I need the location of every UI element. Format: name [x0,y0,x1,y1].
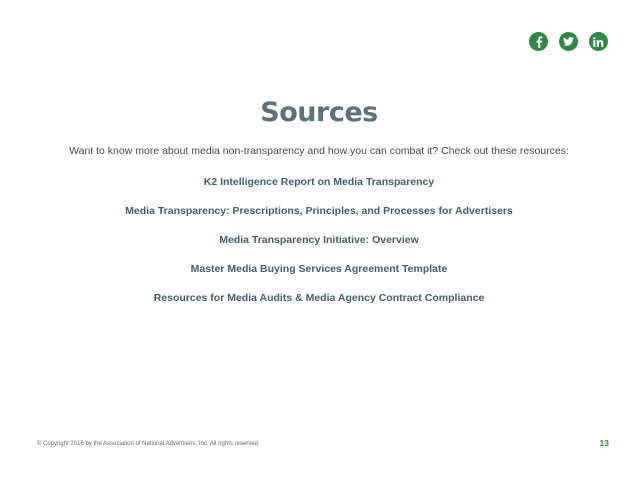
linkedin-icon [593,37,604,47]
social-share-bar [529,32,608,51]
resource-link-initiative-overview[interactable]: Media Transparency Initiative: Overview [219,234,419,246]
resource-link-audits-compliance[interactable]: Resources for Media Audits & Media Agency Contract Compliance [153,292,485,304]
list-item [0,201,638,230]
page-title: Sources [260,97,378,128]
resource-link-prescriptions[interactable]: Media Transparency: Prescriptions, Principles, and Processes for Advertisers [125,205,513,217]
linkedin-share-button[interactable] [589,32,608,51]
twitter-share-button[interactable] [559,32,578,51]
page-number: 13 [599,438,609,448]
twitter-icon [563,37,574,46]
resource-link-k2-report[interactable]: K2 Intelligence Report on Media Transparency [203,176,435,188]
resource-links-list [0,172,638,317]
facebook-share-button[interactable] [529,32,548,51]
intro-text: Want to know more about media non-transparency and how you can combat it? Check out these resources: [69,145,569,157]
list-item [0,288,638,317]
list-item [0,230,638,259]
resource-link-agreement-template[interactable]: Master Media Buying Services Agreement Template [190,263,448,275]
facebook-icon [535,36,543,48]
list-item [0,259,638,288]
list-item [0,172,638,201]
copyright-notice: © Copyright 2016 by the Association of National Advertisers, Inc. All rights reserved. [37,441,260,447]
